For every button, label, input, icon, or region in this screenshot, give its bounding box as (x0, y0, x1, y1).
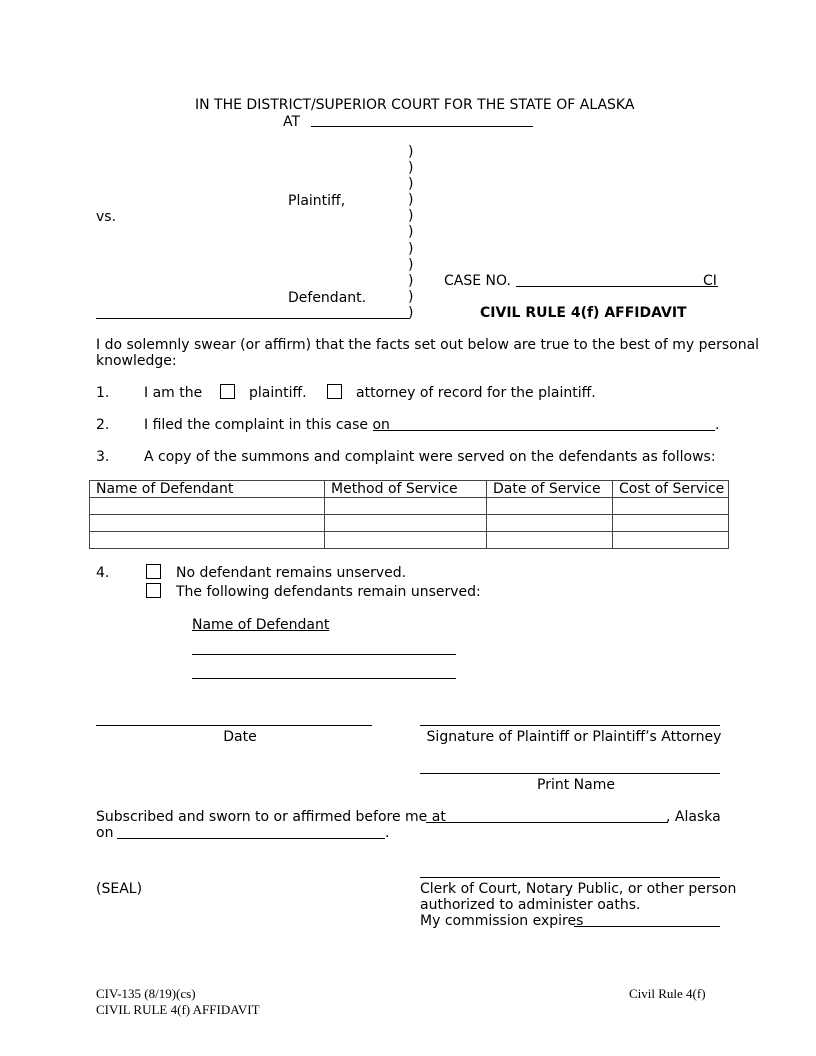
case-suffix: CI (703, 273, 717, 289)
court-title: IN THE DISTRICT/SUPERIOR COURT FOR THE STATE OF ALASKA (195, 97, 635, 113)
jurat-text: Subscribed and sworn to or affirmed before me at (96, 809, 446, 825)
commission-expires-field[interactable] (574, 926, 720, 927)
complaint-filed-date-field[interactable] (373, 430, 715, 431)
table-cell[interactable] (487, 515, 613, 532)
form-number: CIV-135 (8/19)(cs) (96, 986, 196, 1001)
print-name-line[interactable] (420, 773, 720, 774)
officer-signature-line[interactable] (420, 877, 720, 878)
table-cell[interactable] (325, 532, 487, 549)
unserved-name-header: Name of Defendant (192, 617, 330, 633)
oath-line-2: knowledge: (96, 353, 177, 369)
unserved-defendant-line[interactable] (192, 678, 456, 679)
jurat-date-field[interactable] (117, 838, 385, 839)
table-cell[interactable] (613, 515, 729, 532)
item-1-lead: I am the (144, 385, 203, 401)
table-cell[interactable] (613, 532, 729, 549)
commission-expires-label: My commission expires (420, 913, 584, 929)
column-header: Name of Defendant (90, 481, 325, 498)
plaintiff-option-label: plaintiff. (249, 385, 307, 401)
at-label: AT (283, 114, 301, 130)
footer-rule-reference: Civil Rule 4(f) (629, 986, 706, 1001)
attorney-checkbox[interactable] (327, 384, 342, 399)
column-header: Cost of Service (613, 481, 729, 498)
no-unserved-label: No defendant remains unserved. (176, 565, 407, 581)
signature-label: Signature of Plaintiff or Plaintiff’s Attorney (426, 729, 722, 745)
oath-line-1: I do solemnly swear (or affirm) that the facts set out below are true to the best of my personal (96, 337, 760, 353)
court-location-field[interactable] (311, 126, 533, 127)
item-4-number: 4. (96, 565, 110, 581)
jurat-location-field[interactable] (426, 822, 668, 823)
footer-form-name: CIVIL RULE 4(f) AFFIDAVIT (96, 1002, 260, 1017)
item-3-text: A copy of the summons and complaint were served on the defendants as follows: (144, 449, 716, 465)
plaintiff-label: Plaintiff, (288, 193, 346, 209)
case-no-label: CASE NO. (444, 273, 511, 289)
item-2-number: 2. (96, 417, 110, 433)
jurat-period: . (385, 825, 390, 841)
column-header: Method of Service (325, 481, 487, 498)
table-cell[interactable] (90, 515, 325, 532)
case-number-field[interactable] (516, 286, 718, 287)
no-unserved-checkbox[interactable] (146, 564, 161, 579)
item-1-number: 1. (96, 385, 110, 401)
table-header-row (90, 481, 729, 498)
defendant-label: Defendant. (288, 290, 367, 306)
seal-label: (SEAL) (96, 881, 143, 897)
officer-title-line-1: Clerk of Court, Notary Public, or other person (420, 881, 737, 897)
officer-title-line-2: authorized to administer oaths. (420, 897, 641, 913)
unserved-defendant-line[interactable] (192, 654, 456, 655)
caption-bracket: ) ) ) ) ) ) ) ) ) ) ) (408, 144, 414, 321)
item-3-number: 3. (96, 449, 110, 465)
vs-label: vs. (96, 209, 117, 225)
table-cell[interactable] (90, 498, 325, 515)
service-table (89, 480, 729, 549)
table-cell[interactable] (487, 532, 613, 549)
table-row (90, 532, 729, 549)
following-unserved-checkbox[interactable] (146, 583, 161, 598)
jurat-on-label: on (96, 825, 114, 841)
print-name-label: Print Name (537, 777, 615, 793)
jurat-state: , Alaska (666, 809, 721, 825)
signature-line[interactable] (420, 725, 720, 726)
item-2-text: I filed the complaint in this case on (144, 417, 390, 433)
date-signature-line[interactable] (96, 725, 372, 726)
item-2-period: . (715, 417, 720, 433)
following-unserved-label: The following defendants remain unserved: (176, 584, 481, 600)
table-cell[interactable] (325, 515, 487, 532)
attorney-option-label: attorney of record for the plaintiff. (356, 385, 596, 401)
form-title: CIVIL RULE 4(f) AFFIDAVIT (480, 305, 687, 321)
plaintiff-checkbox[interactable] (220, 384, 235, 399)
date-label: Date (223, 729, 257, 745)
column-header: Date of Service (487, 481, 613, 498)
table-row (90, 515, 729, 532)
table-row (90, 498, 729, 515)
table-cell[interactable] (325, 498, 487, 515)
defendant-name-line[interactable] (96, 318, 410, 319)
table-cell[interactable] (487, 498, 613, 515)
table-cell[interactable] (613, 498, 729, 515)
table-cell[interactable] (90, 532, 325, 549)
